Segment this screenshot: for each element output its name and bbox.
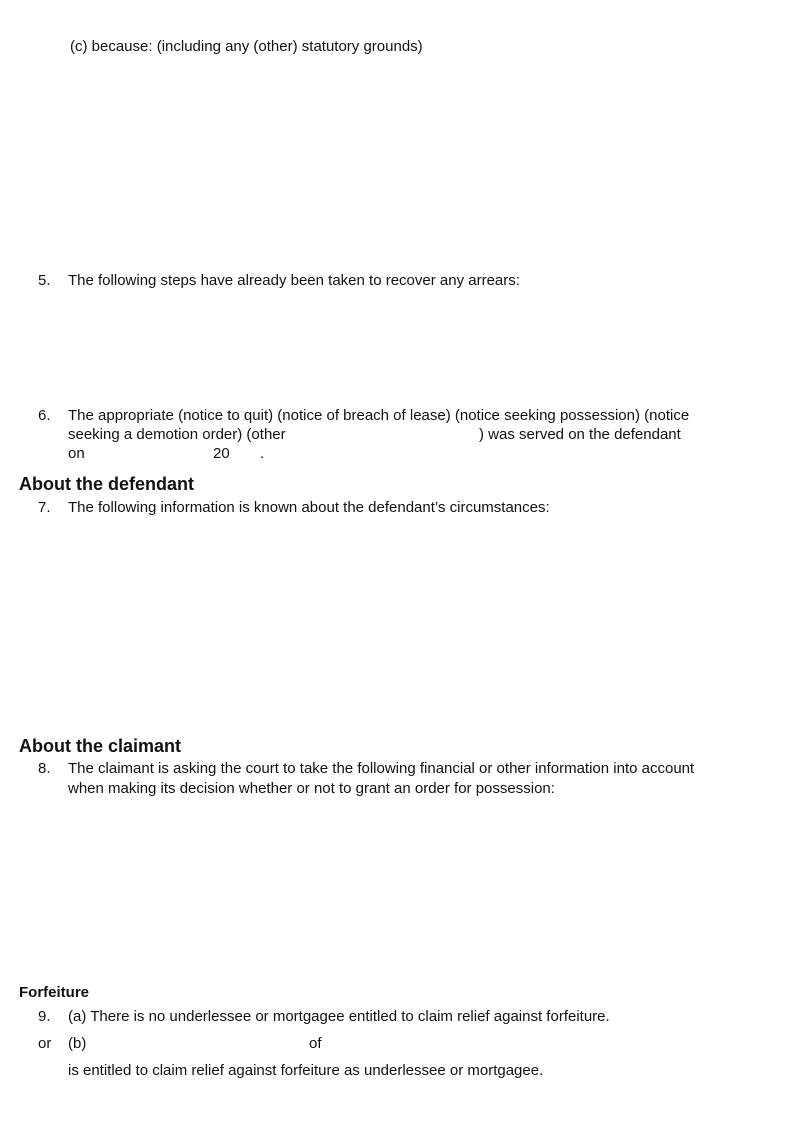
item-7-label: The following information is known about the defendant’s circumstances: [68,499,550,516]
item-8-line2: when making its decision whether or not to grant an order for possession: [68,780,555,797]
item-6-year-prefix: 20 [213,445,230,462]
item-9b-of-label: of [309,1035,322,1052]
defendant-heading: About the defendant [19,474,194,494]
item-9b-label: (b) [68,1035,87,1052]
item-9a-label: (a) There is no underlessee or mortgagee entitled to claim relief against forfeiture. [68,1008,610,1025]
item-6-number: 6. [38,407,51,424]
item-6-on-label: on [68,445,85,462]
item-4c-label: (c) because: (including any (other) statutory grounds) [70,38,423,55]
item-6-year-field[interactable] [234,444,258,463]
item-8-number: 8. [38,760,51,777]
item-9b-of-field[interactable] [330,1034,750,1053]
item-9b-tail: is entitled to claim relief against forfeiture as underlessee or mortgagee. [68,1062,544,1079]
item-7-number: 7. [38,499,51,516]
item-9-number: 9. [38,1008,51,1025]
item-6-other-notice-field[interactable] [310,425,475,444]
item-8-line1: The claimant is asking the court to take the following financial or other information into account [68,760,695,777]
item-8-answer-field[interactable] [68,805,758,975]
forfeiture-heading: Forfeiture [19,984,90,1001]
item-6-line2-end: ) was served on the defendant [479,426,681,443]
item-5-answer-field[interactable] [68,296,758,396]
item-4c-answer-field[interactable] [70,62,760,242]
item-6-line2-start: seeking a demotion order) (other [68,426,286,443]
item-5-number: 5. [38,272,51,289]
item-5-label: The following steps have already been taken to recover any arrears: [68,272,520,289]
item-9-or-label: or [38,1035,52,1052]
item-6-date-field[interactable] [92,444,207,463]
item-6-line1: The appropriate (notice to quit) (notice of breach of lease) (notice seeking possession) (notice [68,407,690,424]
claimant-heading: About the claimant [19,736,182,756]
item-7-answer-field[interactable] [68,523,758,723]
item-9b-name-field[interactable] [94,1034,304,1053]
item-6-period: . [260,445,265,462]
